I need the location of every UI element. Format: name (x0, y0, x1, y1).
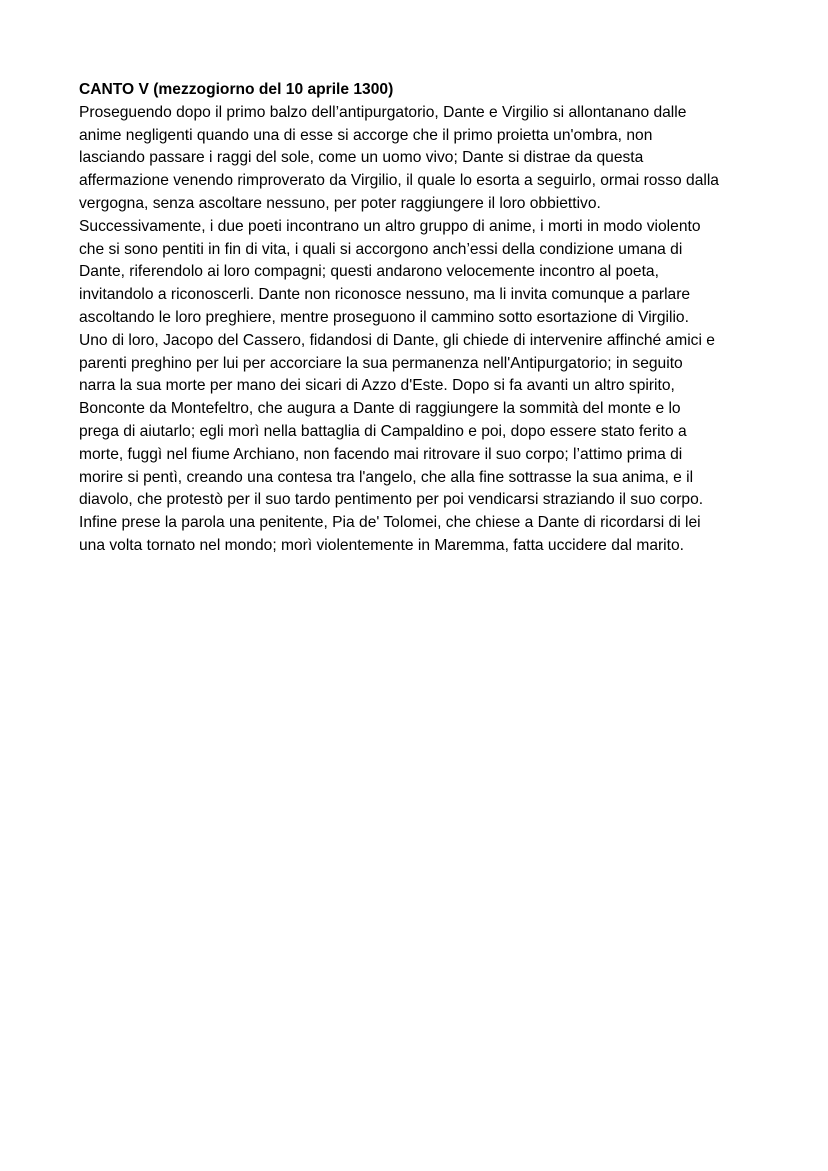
paragraph-line-10: ascoltando le loro preghiere, mentre proseguono il cammino sotto esortazione di Virgilio. (79, 308, 689, 326)
paragraph-line-4: affermazione venendo rimproverato da Virgilio, il quale lo esorta a seguirlo, ormai rosso dalla (79, 172, 719, 190)
paragraph-line-1: Proseguendo dopo il primo balzo dell’antipurgatorio, Dante e Virgilio si allontanano dalle (79, 103, 687, 121)
paragraph-line-3: lasciando passare i raggi del sole, come un uomo vivo; Dante si distrae da questa (79, 149, 644, 167)
paragraph-line-19: Infine prese la parola una penitente, Pia de' Tolomei, che chiese a Dante di ricordarsi di lei (79, 514, 701, 532)
document-body (79, 79, 769, 558)
paragraph-line-18: diavolo, che protestò per il suo tardo pentimento per poi vendicarsi straziando il suo corpo. (79, 491, 704, 509)
paragraph-line-15: prega di aiutarlo; egli morì nella battaglia di Campaldino e poi, dopo essere stato ferito a (79, 422, 687, 440)
paragraph-line-11: Uno di loro, Jacopo del Cassero, fidandosi di Dante, gli chiede di intervenire affinché amici e (79, 331, 715, 349)
paragraph-line-8: Dante, riferendolo ai loro compagni; questi andarono velocemente incontro al poeta, (79, 263, 659, 281)
paragraph-line-9: invitandolo a riconoscerli. Dante non riconosce nessuno, ma li invita comunque a parlare (79, 286, 691, 304)
paragraph-line-5: vergogna, senza ascoltare nessuno, per poter raggiungere il loro obbiettivo. (79, 194, 601, 212)
paragraph-line-2: anime negligenti quando una di esse si accorge che il primo proietta un'ombra, non (79, 126, 653, 144)
paragraph-line-16: morte, fuggì nel fiume Archiano, non facendo mai ritrovare il suo corpo; l’attimo prima di (79, 445, 683, 463)
paragraph-line-12: parenti preghino per lui per accorciare la sua permanenza nell'Antipurgatorio; in seguito (79, 354, 683, 372)
paragraph-line-14: Bonconte da Montefeltro, che augura a Dante di raggiungere la sommità del monte e lo (79, 400, 681, 418)
paragraph-line-13: narra la sua morte per mano dei sicari di Azzo d'Este. Dopo si fa avanti un altro spirito, (79, 377, 675, 395)
paragraph-line-20: una volta tornato nel mondo; morì violentemente in Maremma, fatta uccidere dal marito. (79, 536, 684, 554)
canto-title: CANTO V (mezzogiorno del 10 aprile 1300) (79, 81, 394, 98)
paragraph-line-6: Successivamente, i due poeti incontrano un altro gruppo di anime, i morti in modo violento (79, 217, 701, 235)
paragraph-line-17: morire si pentì, creando una contesa tra l'angelo, che alla fine sottrasse la sua anima, e il (79, 468, 694, 486)
paragraph-line-7: che si sono pentiti in fin di vita, i quali si accorgono anch’essi della condizione umana di (79, 240, 683, 258)
